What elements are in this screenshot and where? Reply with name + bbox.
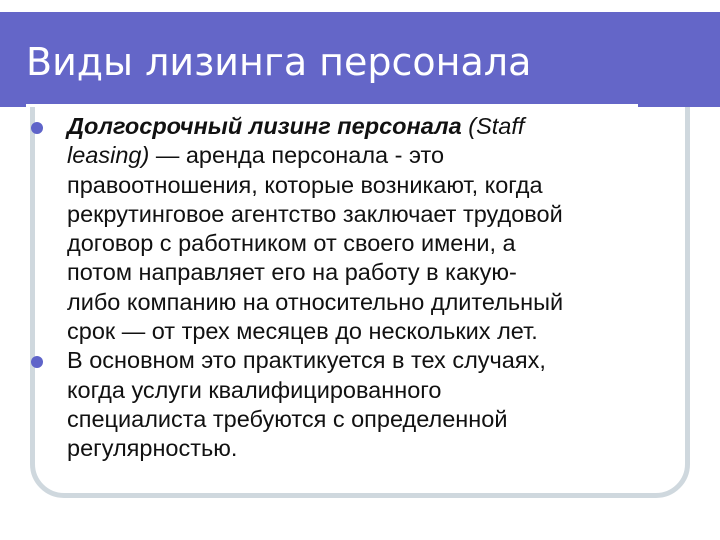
text-line: рекрутинговое агентство заключает трудовой [67,200,563,227]
text-line: срок — от трех месяцев до нескольких лет. [67,318,538,345]
text-line: правоотношения, которые возникают, когда [67,171,543,198]
text-line: специалиста требуются с определенной [67,405,508,432]
bullet-item-regular-use [25,346,675,463]
text-line [67,112,675,141]
italic-term-part1: (Staff [468,113,525,139]
bullet-item-staff-leasing [25,112,675,346]
text-line: В основном это практикуется в тех случаях, [67,347,546,374]
title-bar [0,12,720,107]
line-text: — аренда персонала - это [155,142,445,169]
bold-term: Долгосрочный лизинг персонала [67,113,462,139]
title-underline [26,104,638,107]
text-line: когда услуги квалифицированного [67,376,442,403]
bullet-dot-icon [31,356,43,368]
text-line: договор с работником от своего имени, а [67,230,516,257]
slide-body [25,112,675,464]
text-line [67,141,675,170]
text-line: либо компанию на относительно длительный [67,288,564,315]
slide-title: Виды лизинга персонала [26,40,532,84]
italic-term-part2: leasing) [67,142,150,169]
bullet-dot-icon [31,122,43,134]
text-line: потом направляет его на работу в какую- [67,259,517,286]
text-line: регулярностью. [67,435,238,462]
